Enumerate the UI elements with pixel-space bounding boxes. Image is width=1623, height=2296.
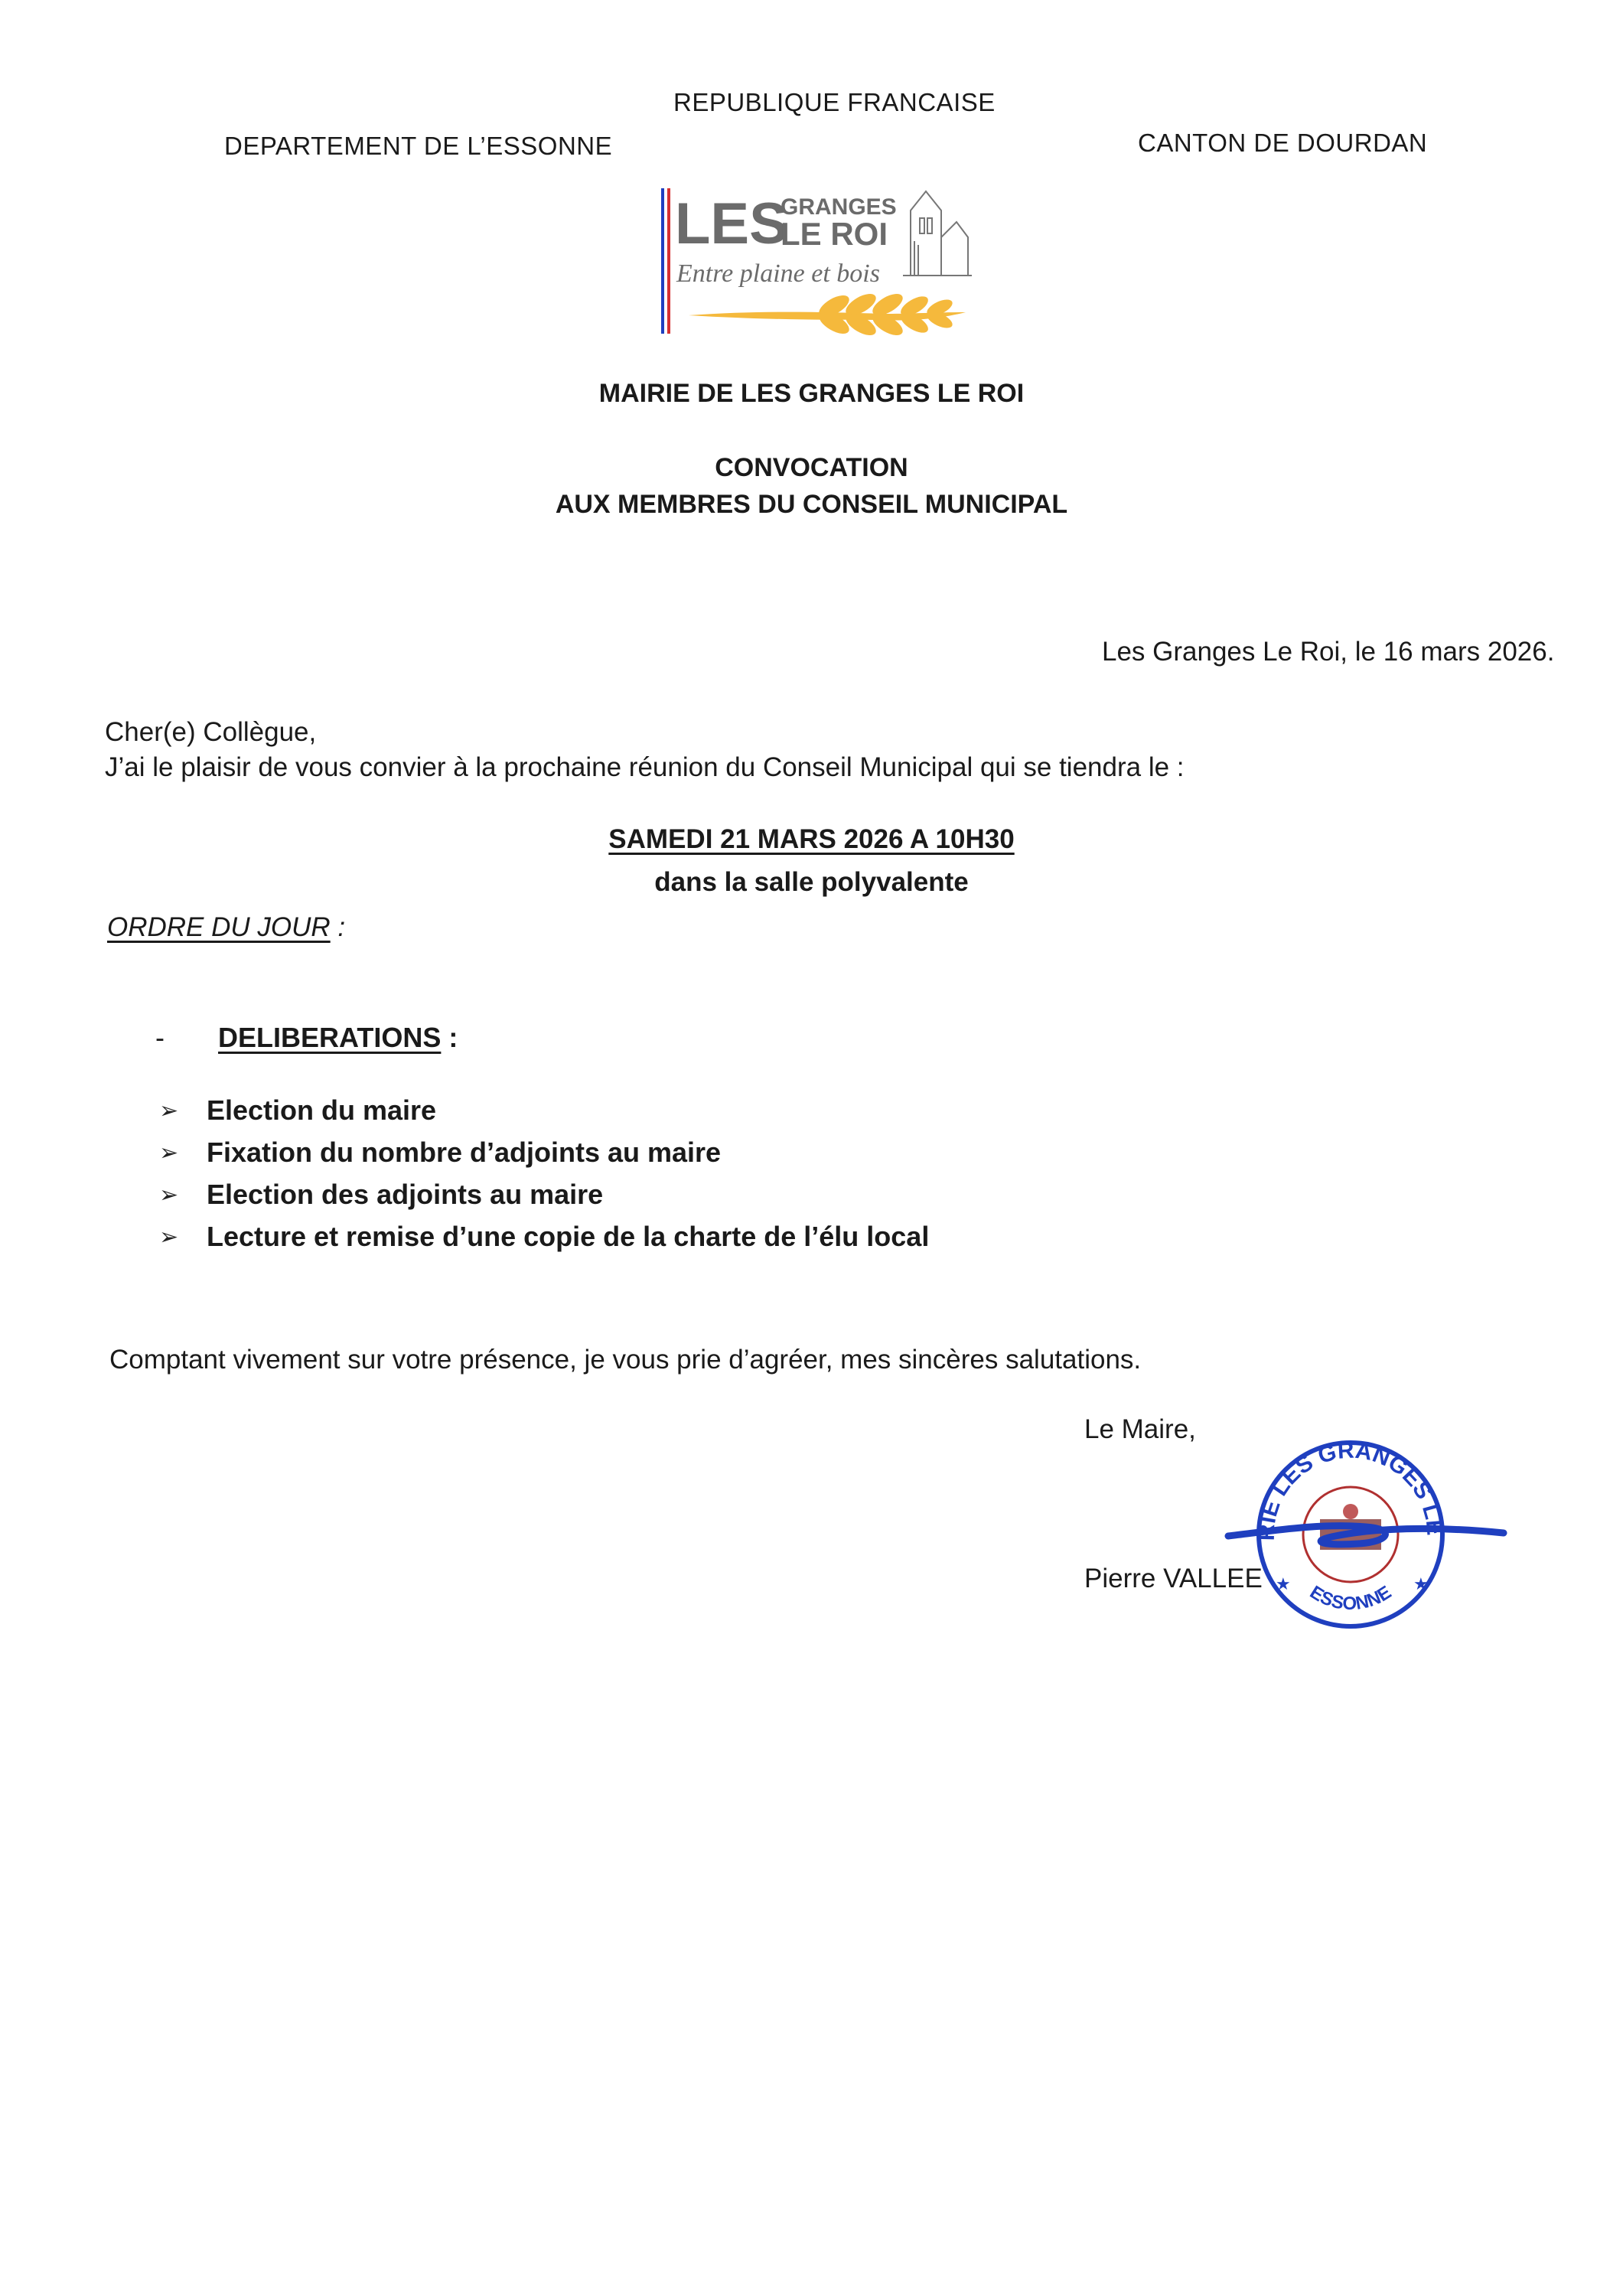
agenda-item: [159, 1221, 929, 1253]
deliberations-section: [155, 1022, 458, 1054]
municipal-logo: [658, 184, 979, 337]
signature-role: Le Maire,: [1084, 1414, 1196, 1444]
agenda-label-suffix: :: [330, 912, 346, 942]
header-republique: REPUBLIQUE FRANCAISE: [673, 88, 996, 116]
stamp-graphic: [1213, 1420, 1511, 1642]
star-icon: ★: [1276, 1574, 1291, 1593]
deliberations-label: DELIBERATIONS: [218, 1022, 442, 1053]
stamp-text-top: RIE LES GRANGES LE: [1253, 1437, 1448, 1541]
official-stamp: [1213, 1420, 1511, 1642]
agenda-item-text: Fixation du nombre d’adjoints au maire: [207, 1137, 722, 1168]
convocation-title: CONVOCATION: [715, 453, 908, 482]
logo-le-roi: LE ROI: [781, 216, 888, 252]
logo-granges: GRANGES: [781, 194, 897, 220]
section-dash: -: [155, 1022, 165, 1053]
salutation: Cher(e) Collègue,: [105, 717, 317, 747]
chevron-right-icon: ➢: [159, 1140, 179, 1166]
chevron-right-icon: ➢: [159, 1224, 179, 1250]
agenda-item-text: Lecture et remise d’une copie de la charte de l’élu local: [207, 1221, 930, 1252]
chevron-right-icon: ➢: [159, 1097, 179, 1124]
date-line: Les Granges Le Roi, le 16 mars 2026.: [1102, 637, 1555, 667]
wheat-icon: [689, 289, 966, 337]
church-icon: [903, 191, 972, 276]
invitation: J’ai le plaisir de vous convier à la prochaine réunion du Conseil Municipal qui se tiendra le :: [105, 752, 1185, 782]
chevron-right-icon: ➢: [159, 1182, 179, 1208]
logo-tagline: Entre plaine et bois: [676, 259, 880, 288]
star-icon: ★: [1413, 1574, 1429, 1593]
agenda-item-text: Election du maire: [207, 1094, 437, 1126]
header-departement: DEPARTEMENT DE L’ESSONNE: [224, 132, 613, 160]
meeting-date-time: SAMEDI 21 MARS 2026 A 10H30: [608, 824, 1015, 854]
agenda-label: ORDRE DU JOUR: [107, 912, 331, 942]
agenda-item: [159, 1179, 603, 1211]
mairie-title: MAIRIE DE LES GRANGES LE ROI: [598, 379, 1025, 408]
signature-name: Pierre VALLEE: [1084, 1564, 1263, 1593]
meeting-location: dans la salle polyvalente: [654, 867, 969, 897]
header-canton: CANTON DE DOURDAN: [1138, 129, 1428, 157]
agenda-item: [159, 1137, 721, 1169]
deliberations-suffix: :: [441, 1022, 458, 1053]
agenda-heading: [107, 912, 345, 943]
logo-les: LES: [675, 191, 788, 256]
logo-graphic: [658, 184, 979, 337]
agenda-item-text: Election des adjoints au maire: [207, 1179, 604, 1210]
closing-text: Comptant vivement sur votre présence, je vous prie d’agréer, mes sincères salutations.: [109, 1345, 1142, 1375]
membres-title: AUX MEMBRES DU CONSEIL MUNICIPAL: [555, 490, 1068, 519]
stamp-text-bottom: ESSONNE: [1305, 1581, 1396, 1615]
agenda-item: [159, 1094, 436, 1127]
